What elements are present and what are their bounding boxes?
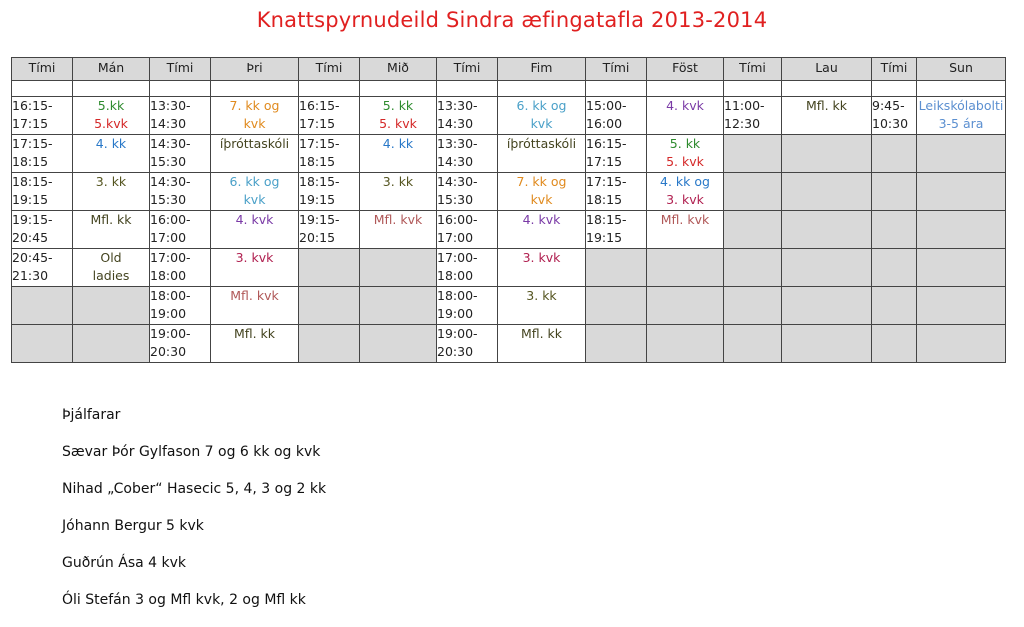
activity-cell <box>360 211 437 249</box>
activity-text: Mfl. kk <box>233 326 276 341</box>
time-text: 18:00- <box>150 288 191 303</box>
empty-time-cell <box>872 173 917 211</box>
activity-text: kvk <box>530 192 553 207</box>
spacer-cell <box>724 81 782 97</box>
empty-time-cell <box>724 249 782 287</box>
activity-text: 7. kk og <box>516 174 567 189</box>
empty-activity-cell <box>917 249 1006 287</box>
time-cell <box>150 211 211 249</box>
time-text: 17:15 <box>12 116 49 131</box>
schedule-row <box>12 287 1006 325</box>
activity-text: 6. kk og <box>229 174 280 189</box>
empty-time-cell <box>299 325 360 363</box>
time-text: 19:00- <box>150 326 191 341</box>
empty-time-cell <box>724 325 782 363</box>
time-text: 21:30 <box>12 268 49 283</box>
time-text: 16:00- <box>437 212 478 227</box>
coach-line: Jóhann Bergur 5 kvk <box>62 518 204 534</box>
time-text: 18:00 <box>437 268 474 283</box>
time-text: 18:15 <box>12 154 49 169</box>
activity-cell <box>647 135 724 173</box>
empty-time-cell <box>872 325 917 363</box>
time-text: 9:45- <box>872 98 905 113</box>
activity-cell <box>360 135 437 173</box>
activity-text: Mfl. kvk <box>660 212 710 227</box>
time-text: 19:00- <box>437 326 478 341</box>
activity-cell <box>211 135 299 173</box>
activity-cell <box>211 287 299 325</box>
activity-text: 7. kk og <box>229 98 280 113</box>
empty-time-cell <box>872 287 917 325</box>
activity-cell <box>73 211 150 249</box>
page-title: Knattspyrnudeild Sindra æfingatafla 2013-2014 <box>256 8 768 32</box>
time-text: 19:00 <box>437 306 474 321</box>
activity-text: 3. kvk <box>235 250 274 265</box>
header-cell: Fim <box>498 58 586 81</box>
time-cell <box>586 135 647 173</box>
empty-time-cell <box>872 211 917 249</box>
header-row <box>12 58 1006 81</box>
empty-activity-cell <box>360 249 437 287</box>
time-text: 17:00- <box>150 250 191 265</box>
spacer-cell <box>647 81 724 97</box>
time-text: 17:15- <box>12 136 53 151</box>
activity-text: 6. kk og <box>516 98 567 113</box>
empty-time-cell <box>299 287 360 325</box>
time-text: 18:15- <box>299 174 340 189</box>
activity-text: Mfl. kvk <box>230 288 279 303</box>
time-cell <box>299 97 360 135</box>
empty-activity-cell <box>647 249 724 287</box>
activity-text: kvk <box>243 116 266 131</box>
empty-time-cell <box>724 135 782 173</box>
empty-time-cell <box>586 249 647 287</box>
time-text: 17:15- <box>586 174 627 189</box>
time-cell <box>299 173 360 211</box>
spacer-cell <box>211 81 299 97</box>
time-text: 13:30- <box>437 136 478 151</box>
activity-text: 3. kk <box>526 288 557 303</box>
empty-activity-cell <box>782 325 872 363</box>
time-text: 18:15- <box>12 174 53 189</box>
time-cell <box>299 211 360 249</box>
activity-cell <box>498 211 586 249</box>
schedule-row <box>12 173 1006 211</box>
time-cell <box>437 173 498 211</box>
empty-time-cell <box>586 325 647 363</box>
activity-text: 3-5 ára <box>938 116 984 131</box>
empty-activity-cell <box>73 287 150 325</box>
empty-time-cell <box>299 249 360 287</box>
activity-text: Mfl. kk <box>805 98 848 113</box>
time-cell <box>437 135 498 173</box>
activity-text: Mfl. kvk <box>373 212 423 227</box>
time-text: 14:30 <box>437 154 474 169</box>
spacer-row <box>12 81 1006 97</box>
spacer-cell <box>360 81 437 97</box>
time-text: 20:30 <box>437 344 474 359</box>
empty-activity-cell <box>360 287 437 325</box>
activity-cell <box>211 211 299 249</box>
activity-text: Old <box>100 250 122 265</box>
empty-activity-cell <box>782 287 872 325</box>
header-cell: Tími <box>872 58 917 81</box>
time-cell <box>12 211 73 249</box>
time-text: 18:15 <box>299 154 336 169</box>
empty-time-cell <box>12 325 73 363</box>
spacer-cell <box>73 81 150 97</box>
empty-time-cell <box>586 287 647 325</box>
header-cell: Tími <box>150 58 211 81</box>
activity-cell <box>917 97 1006 135</box>
time-cell <box>150 173 211 211</box>
activity-cell <box>647 97 724 135</box>
activity-text: 3. kk <box>382 174 414 189</box>
activity-text: 4. kk og <box>660 174 710 189</box>
spacer-cell <box>917 81 1006 97</box>
time-text: 14:30- <box>150 174 191 189</box>
activity-cell <box>73 173 150 211</box>
activity-cell <box>498 287 586 325</box>
time-text: 19:15 <box>299 192 336 207</box>
activity-text: ladies <box>92 268 130 283</box>
header-cell: Þri <box>211 58 299 81</box>
time-text: 15:30 <box>437 192 474 207</box>
empty-activity-cell <box>917 135 1006 173</box>
activity-cell <box>360 97 437 135</box>
time-text: 17:15- <box>299 136 340 151</box>
time-text: 12:30 <box>724 116 761 131</box>
empty-activity-cell <box>782 135 872 173</box>
activity-cell <box>73 97 150 135</box>
activity-text: íþróttaskóli <box>219 136 290 151</box>
empty-time-cell <box>724 287 782 325</box>
time-cell <box>437 249 498 287</box>
schedule-row <box>12 135 1006 173</box>
coach-line: Sævar Þór Gylfason 7 og 6 kk og kvk <box>62 444 321 460</box>
time-text: 14:30- <box>150 136 191 151</box>
activity-text: 5.kvk <box>94 116 128 131</box>
header-cell: Tími <box>724 58 782 81</box>
activity-text: 4. kvk <box>235 212 274 227</box>
activity-text: 4. kk <box>382 136 414 151</box>
time-text: 20:45 <box>12 230 49 245</box>
coach-line: Guðrún Ása 4 kvk <box>62 555 186 571</box>
coach-line: Óli Stefán 3 og Mfl kvk, 2 og Mfl kk <box>62 592 306 608</box>
time-text: 14:30 <box>150 116 187 131</box>
schedule-row <box>12 249 1006 287</box>
empty-time-cell <box>872 135 917 173</box>
activity-text: 4. kvk <box>666 98 704 113</box>
activity-text: 5. kvk <box>379 116 417 131</box>
header-cell: Tími <box>12 58 73 81</box>
time-cell <box>872 97 917 135</box>
time-text: 18:00- <box>437 288 478 303</box>
activity-cell <box>73 249 150 287</box>
activity-cell <box>211 173 299 211</box>
time-text: 18:15 <box>586 192 623 207</box>
header-cell: Tími <box>586 58 647 81</box>
activity-text: 5.kk <box>97 98 125 113</box>
activity-text: 4. kk <box>95 136 127 151</box>
time-cell <box>299 135 360 173</box>
time-text: 18:15- <box>586 212 627 227</box>
header-cell: Tími <box>299 58 360 81</box>
activity-cell <box>211 97 299 135</box>
activity-cell <box>647 211 724 249</box>
time-cell <box>12 135 73 173</box>
time-text: 16:15- <box>586 136 627 151</box>
schedule-row <box>12 211 1006 249</box>
activity-cell <box>498 173 586 211</box>
activity-cell <box>498 135 586 173</box>
time-cell <box>437 325 498 363</box>
spacer-cell <box>437 81 498 97</box>
activity-cell <box>498 249 586 287</box>
time-text: 14:30- <box>437 174 478 189</box>
time-cell <box>586 97 647 135</box>
time-text: 20:30 <box>150 344 187 359</box>
activity-text: 3. kk <box>95 174 127 189</box>
time-text: 16:00- <box>150 212 191 227</box>
spacer-cell <box>299 81 360 97</box>
schedule-table <box>11 57 1006 363</box>
time-text: 17:15 <box>299 116 336 131</box>
time-text: 15:00- <box>586 98 627 113</box>
empty-activity-cell <box>782 211 872 249</box>
empty-time-cell <box>12 287 73 325</box>
activity-text: 5. kk <box>382 98 414 113</box>
time-cell <box>437 97 498 135</box>
time-text: 20:15 <box>299 230 336 245</box>
time-text: 16:00 <box>586 116 623 131</box>
coach-line: Nihad „Cober“ Hasecic 5, 4, 3 og 2 kk <box>62 481 327 497</box>
time-text: 19:15 <box>12 192 49 207</box>
activity-text: 5. kk <box>669 136 701 151</box>
time-text: 18:00 <box>150 268 187 283</box>
activity-text: kvk <box>243 192 266 207</box>
time-text: 19:15- <box>299 212 340 227</box>
spacer-cell <box>150 81 211 97</box>
time-text: 17:00 <box>437 230 474 245</box>
spacer-cell <box>498 81 586 97</box>
header-cell: Föst <box>647 58 724 81</box>
activity-text: íþróttaskóli <box>506 136 577 151</box>
activity-text: kvk <box>530 116 553 131</box>
time-text: 17:00 <box>150 230 187 245</box>
empty-activity-cell <box>782 173 872 211</box>
time-text: 17:00- <box>437 250 478 265</box>
time-cell <box>437 287 498 325</box>
header-cell: Lau <box>782 58 872 81</box>
time-text: 10:30 <box>872 116 909 131</box>
coaches-heading: Þjálfarar <box>62 407 121 423</box>
activity-cell <box>73 135 150 173</box>
activity-cell <box>360 173 437 211</box>
spacer-cell <box>586 81 647 97</box>
time-cell <box>12 97 73 135</box>
time-text: 16:15- <box>299 98 340 113</box>
coaches-section <box>62 404 326 626</box>
activity-cell <box>498 325 586 363</box>
activity-text: Mfl. kk <box>90 212 132 227</box>
time-cell <box>150 287 211 325</box>
activity-cell <box>211 249 299 287</box>
activity-cell <box>498 97 586 135</box>
header-cell: Sun <box>917 58 1006 81</box>
activity-text: 3. kvk <box>522 250 561 265</box>
time-cell <box>586 211 647 249</box>
time-cell <box>150 135 211 173</box>
time-text: 20:45- <box>12 250 53 265</box>
time-cell <box>12 173 73 211</box>
time-text: 19:15- <box>12 212 53 227</box>
empty-activity-cell <box>917 211 1006 249</box>
spacer-cell <box>12 81 73 97</box>
time-cell <box>12 249 73 287</box>
time-text: 14:30 <box>437 116 474 131</box>
activity-cell <box>211 325 299 363</box>
activity-text: 3. kvk <box>666 192 704 207</box>
time-text: 17:15 <box>586 154 623 169</box>
time-text: 16:15- <box>12 98 53 113</box>
empty-activity-cell <box>917 287 1006 325</box>
activity-text: 4. kvk <box>522 212 561 227</box>
empty-activity-cell <box>360 325 437 363</box>
time-text: 15:30 <box>150 154 187 169</box>
activity-text: 5. kvk <box>666 154 704 169</box>
spacer-cell <box>782 81 872 97</box>
time-text: 15:30 <box>150 192 187 207</box>
empty-time-cell <box>724 173 782 211</box>
spacer-cell <box>872 81 917 97</box>
activity-cell <box>647 173 724 211</box>
time-cell <box>724 97 782 135</box>
time-text: 19:00 <box>150 306 187 321</box>
empty-time-cell <box>872 249 917 287</box>
header-cell: Mán <box>73 58 150 81</box>
empty-activity-cell <box>782 249 872 287</box>
empty-activity-cell <box>917 173 1006 211</box>
time-cell <box>437 211 498 249</box>
empty-time-cell <box>724 211 782 249</box>
time-cell <box>150 97 211 135</box>
activity-cell <box>782 97 872 135</box>
time-cell <box>150 249 211 287</box>
empty-activity-cell <box>647 287 724 325</box>
schedule-row <box>12 325 1006 363</box>
time-text: 11:00- <box>724 98 765 113</box>
time-text: 13:30- <box>150 98 191 113</box>
header-cell: Mið <box>360 58 437 81</box>
time-text: 13:30- <box>437 98 478 113</box>
time-cell <box>586 173 647 211</box>
header-cell: Tími <box>437 58 498 81</box>
empty-activity-cell <box>73 325 150 363</box>
activity-text: Mfl. kk <box>520 326 563 341</box>
empty-activity-cell <box>647 325 724 363</box>
time-text: 19:15 <box>586 230 623 245</box>
schedule-row <box>12 97 1006 135</box>
time-cell <box>150 325 211 363</box>
empty-activity-cell <box>917 325 1006 363</box>
activity-text: Leikskólabolti <box>918 98 1004 113</box>
